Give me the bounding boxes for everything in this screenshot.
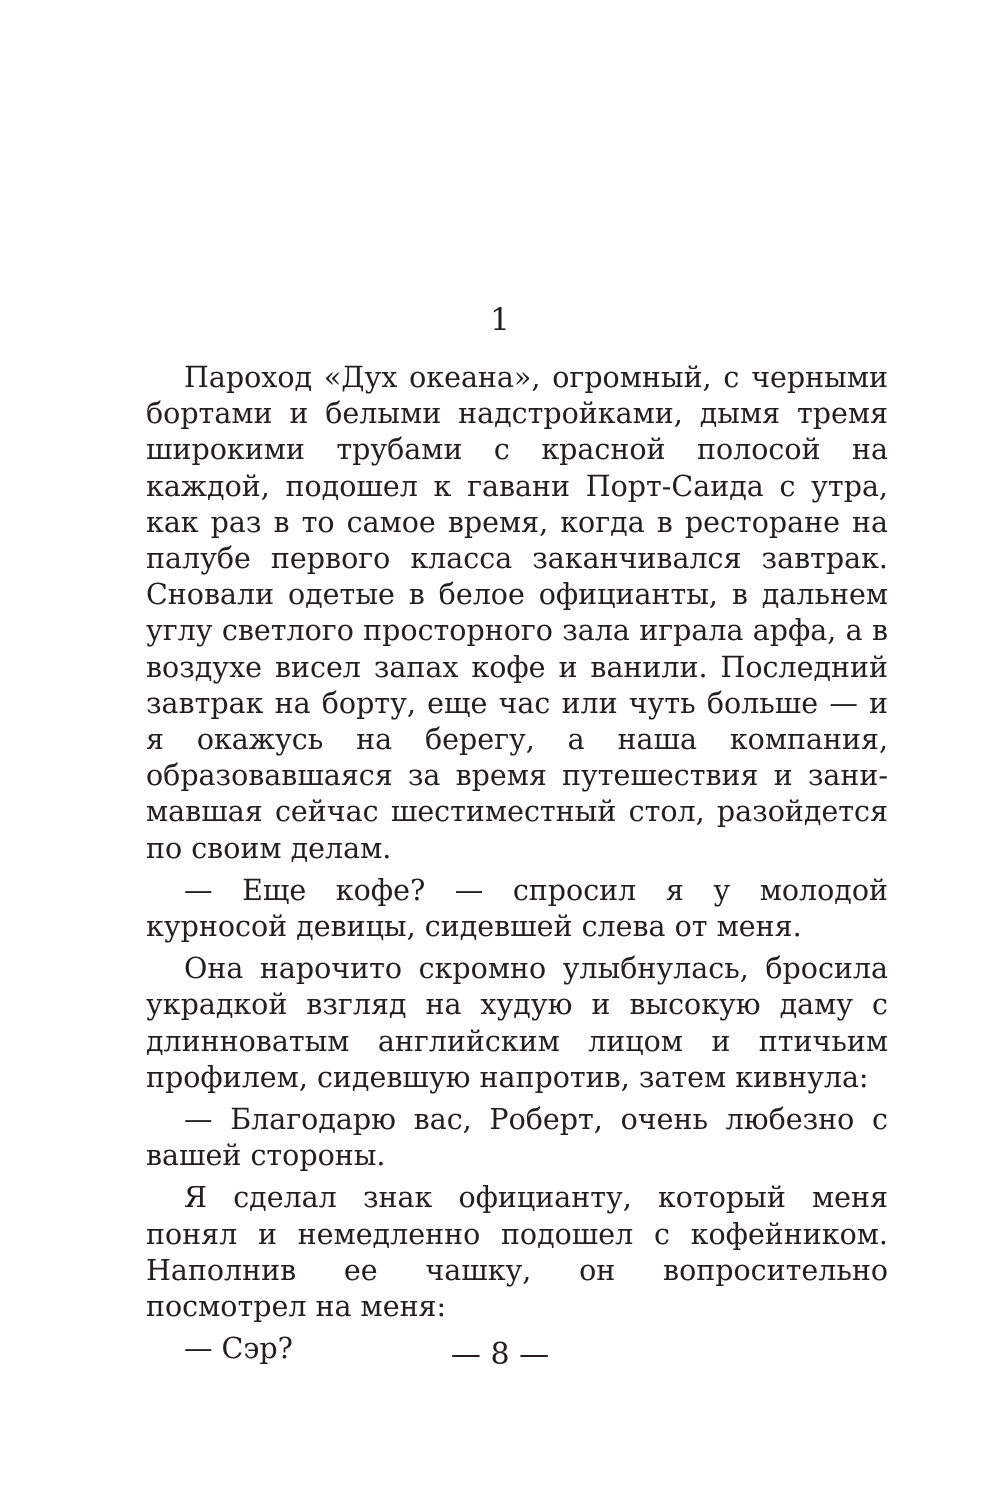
paragraph: Пароход «Дух океана», огромный, с черными бортами и белыми надстройками, дымя тремя широкими трубами с красной полосой на каждой, подошел к гавани Порт-Саида с утра, как раз в то самое время, когда в ресторане на палубе первого класса заканчивался завтрак. Сновали одетые в белое официанты, в дальнем углу светлого просторного зала играла арфа, а в воздухе висел запах кофе и ванили. Последний завтрак на борту, еще час или чуть больше — и я окажусь на берегу, а наша компания, образовавшаяся за время путешествия и занимавшая сейчас шестиместный стол, разойдется по своим делам. xyxy=(146,361,888,865)
paragraph: — Сэр? xyxy=(184,1332,293,1366)
paragraph: — Еще кофе? — спросил я у молодой курносой девицы, сидевшей слева от меня. xyxy=(146,873,888,944)
chapter-number: 1 xyxy=(490,302,510,338)
paragraph: Она нарочито скромно улыбнулась, бросила украдкой взгляд на худую и высокую даму с длинноватым английским лицом и птичьим профилем, сидевшую напротив, затем кивнула: xyxy=(146,952,888,1094)
body-text xyxy=(146,360,888,1367)
page-number: — 8 — xyxy=(450,1337,550,1372)
paragraph: — Благодарю вас, Роберт, очень любезно с вашей стороны. xyxy=(146,1103,888,1173)
paragraph: Я сделал знак официанту, который меня понял и немедленно подошел с кофейником. Наполнив ее чашку, он вопросительно посмотрел на меня: xyxy=(146,1181,888,1324)
